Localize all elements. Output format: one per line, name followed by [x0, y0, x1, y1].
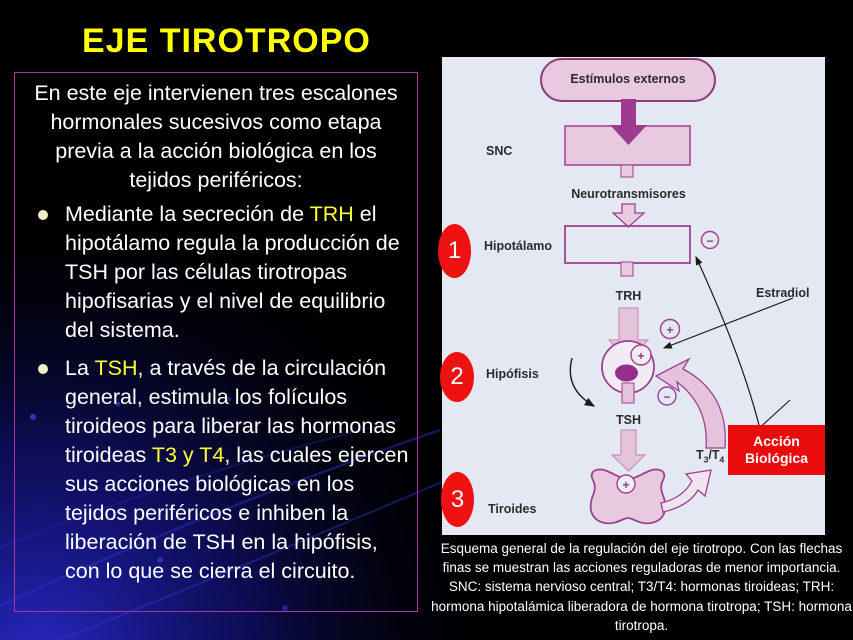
- t3t4-label: [696, 448, 724, 465]
- bullet-item-tsh: [21, 354, 411, 586]
- biological-action-box: [728, 425, 825, 475]
- action-box-line2: Biológica: [744, 450, 808, 466]
- snc-label: SNC: [486, 144, 513, 158]
- neurotransmitters-label: Neurotransmisores: [571, 187, 686, 201]
- diagram-panel: [442, 57, 825, 535]
- thyroid-to-t3t4-arrow: [661, 470, 711, 512]
- intro-paragraph: En este eje intervienen tres escalones hormonales sucesivos como etapa previa a la acción biológica en los tejidos periféricos:: [34, 81, 398, 192]
- plus-sign: +: [622, 478, 630, 492]
- bullet-text: [65, 356, 408, 583]
- estradiol-label: Estradiol: [756, 286, 810, 300]
- minus-sign: −: [706, 234, 714, 248]
- text-segment: , a través de la circulación general, estimula los folículos tiroideos para liberar las hormonas tiroideas: [65, 356, 397, 467]
- snc-stub-shape: [621, 165, 633, 177]
- hypothalamus-box-shape: [565, 226, 690, 263]
- neurotransmitter-arrow: [613, 204, 644, 227]
- minus-badge-pituitary: [658, 387, 676, 405]
- plus-sign: +: [637, 349, 645, 363]
- pituitary-to-tsh-curve-arrow: [570, 358, 594, 406]
- step-badge-1: [438, 224, 471, 278]
- bullet-list: [21, 200, 411, 586]
- pituitary-nucleus-shape: [615, 365, 638, 382]
- text-box: [14, 72, 418, 612]
- action-box-line1: Acción: [753, 433, 800, 449]
- bullet-dot-icon: [38, 364, 48, 374]
- hypothalamus-stub-shape: [621, 262, 633, 276]
- highlight-tsh: TSH: [94, 356, 138, 380]
- text-segment: La: [65, 356, 95, 380]
- text-segment: Mediante la secreción de: [65, 202, 310, 226]
- thyroid-label: Tiroides: [488, 502, 537, 516]
- t3t4-main: T: [696, 448, 704, 462]
- pituitary-label: Hipófisis: [486, 367, 539, 381]
- tsh-arrow: [612, 430, 645, 471]
- highlight-trh: TRH: [309, 202, 354, 226]
- step-number: 2: [450, 363, 464, 390]
- plus-badge-estradiol: [661, 320, 680, 339]
- t3t4-sub: 4: [719, 454, 725, 465]
- estradiol-arrow-line: [664, 298, 793, 348]
- bullet-dot-icon: [38, 210, 48, 220]
- trh-label: TRH: [615, 289, 642, 303]
- page-title: EJE TIROTROPO: [82, 22, 371, 60]
- diagram-caption: Esquema general de la regulación del eje tirotropo. Con las flechas finas se muestran las acciones reguladoras de menor importancia. SNC: sistema nervioso central; T3/T4: hormonas tiroideas; TRH: hormona hipotalámica liberadora de hormona tirotropa; TSH: hormona tirotropa.: [431, 541, 852, 633]
- highlight-t3t4: T3 y T4: [151, 443, 225, 467]
- minus-badge-hypothalamus: [702, 232, 719, 249]
- tsh-label: TSH: [616, 413, 641, 427]
- plus-badge-thyroid: [617, 475, 635, 493]
- plus-badge-pituitary: [631, 345, 651, 365]
- step-number: 3: [450, 485, 465, 513]
- text-segment: , las cuales ejercen sus acciones biológicas en los tejidos periféricos e inhiben la liberación de TSH en la hipófisis, con lo que se cierra el circuito.: [65, 443, 409, 583]
- minus-sign: −: [663, 390, 671, 404]
- hypothalamus-label: Hipotálamo: [484, 239, 553, 253]
- t3t4-main: /T: [708, 448, 720, 462]
- text-segment: el hipotálamo regula la producción de TSH por las células tirotropas hipofisarias y el nivel de equilibrio del sistema.: [65, 202, 400, 342]
- stimuli-label: Estímulos externos: [570, 72, 686, 86]
- bullet-text: [65, 202, 400, 342]
- step-number: 1: [447, 237, 462, 264]
- step-badge-3: [441, 472, 474, 527]
- t3t4-sub: 3: [703, 454, 709, 465]
- plus-sign: +: [666, 323, 674, 337]
- bullet-item-trh: [21, 200, 411, 345]
- pituitary-stub-shape: [622, 383, 634, 403]
- step-badge-2: [440, 352, 474, 402]
